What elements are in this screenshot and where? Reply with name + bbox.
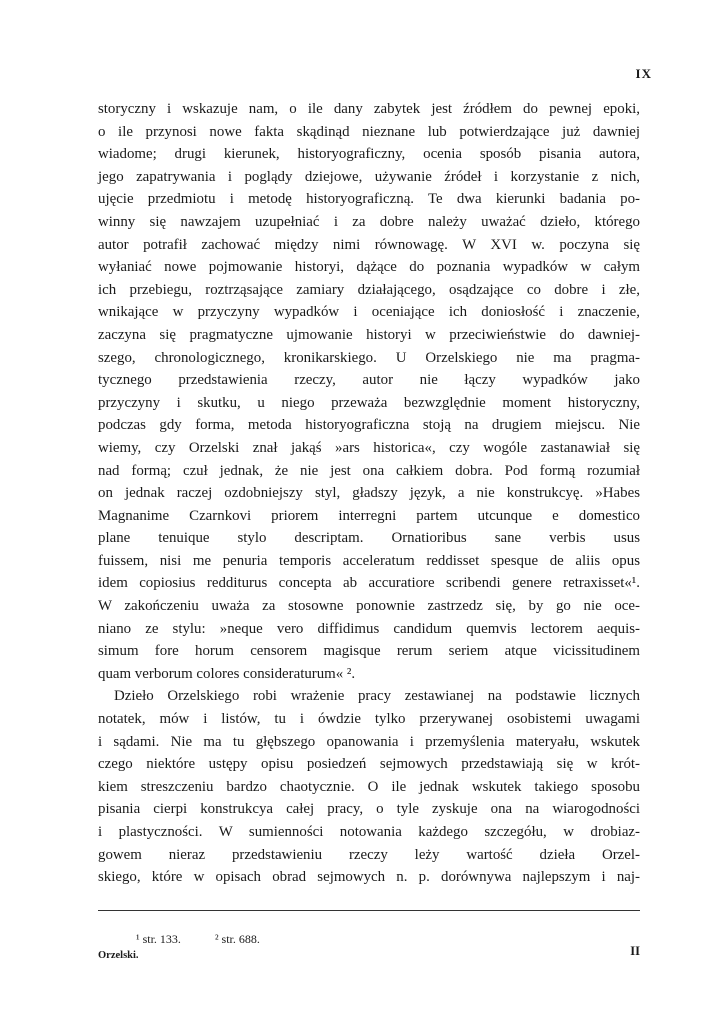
text-line: skiego, które w opisach obrad sejmowych n. p. dorównywa najlepszym i naj- [98, 869, 640, 886]
text-line: Magnanime Czarnkovi priorem interregni partem utcunque e domestico [98, 507, 640, 524]
text-line: zaczyna się pragmatyczne ujmowanie historyi w przeciwieństwie do dawniej- [98, 326, 640, 343]
text-line: idem copiosius redditurus concepta ab accuratiore scribendi genere retraxisset«¹. [98, 575, 640, 592]
text-line: storyczny i wskazuje nam, o ile dany zabytek jest źródłem do pewnej epoki, [98, 101, 640, 117]
text-line: szego, chronologicznego, kronikarskiego. U Orzelskiego nie ma pragma- [98, 349, 640, 366]
text-line: simum fore horum censorem magisque rerum seriem atque vicissitudinem [98, 643, 640, 660]
body-text [98, 98, 640, 889]
text-line: notatek, mów i listów, tu i ówdzie tylko przerywanej osobistemi uwagami [98, 711, 640, 728]
text-line: Dzieło Orzelskiego robi wrażenie pracy zestawianej na podstawie licznych [114, 688, 640, 705]
text-line: i plastyczności. W sumienności notowania każdego szczegółu, w drobiaz- [98, 824, 640, 840]
text-line: ujęcie przedmiotu i metodę historyograficzną. Te dwa kierunki badania po- [98, 191, 640, 208]
text-line: wiemy, czy Orzelski znał jakąś »ars historica«, czy wogóle zastanawiał się [98, 439, 640, 456]
signature-mark-right: II [630, 944, 640, 958]
text-line: fuissem, nisi me penuria temporis acceleratum reddisset spesque de aliis opus [98, 552, 640, 569]
text-line: wyłaniać nowe pojmowanie historyi, dążące do poznania wypadków w całym [98, 259, 640, 276]
text-line: autor potrafił zachować między nimi równowagę. W XVI w. poczyna się [98, 236, 640, 253]
text-line: wiadome; drugi kierunek, historyograficzny, ocenia sposób pisania autora, [98, 146, 640, 163]
footnote-2: ² str. 688. [214, 932, 260, 946]
text-line: niano ze stylu: »neque vero diffidimus candidum quemvis lectorem aequis- [98, 620, 640, 637]
text-line: o ile przynosi nowe fakta skądinąd nieznane lub potwierdzające już dawniej [98, 123, 640, 140]
text-line: i sądami. Nie ma tu głębszego opanowania i przemyślenia materyału, wskutek [98, 733, 640, 750]
text-line: pisania cierpi konstrukcya całej pracy, o tyle zyskuje ona na wiarogodności [98, 801, 640, 818]
footnote-rule [98, 910, 640, 911]
footnotes [136, 932, 260, 947]
signature-mark-left: Orzelski. [98, 950, 139, 961]
text-line: czego niektóre ustępy opisu posiedzeń sejmowych przedstawiają się w krót- [98, 756, 640, 773]
text-line: W zakończeniu uważa za stosowne ponownie zastrzedz się, by go nie oce- [98, 598, 640, 615]
text-line: podczas gdy forma, metoda historyograficzna stoją na drugiem miejscu. Nie [98, 417, 640, 434]
text-line: on jednak raczej ozdobniejszy styl, gładszy język, a nie konstrukcyę. »Habes [98, 485, 640, 502]
text-line: tycznego przedstawienia rzeczy, autor nie łączy wypadków jako [98, 372, 640, 389]
text-line: kiem streszczeniu bardzo chaotycznie. O ile jednak wskutek takiego sposobu [98, 778, 640, 795]
text-line: plane tenuique stylo descriptam. Ornatioribus sane verbis usus [98, 530, 640, 547]
text-line: winny się nawzajem uzupełniać i za dobre należy uważać dzieło, którego [98, 213, 640, 230]
text-line: nad formą; czuł jednak, że nie jest ona całkiem dobra. Pod formą rozumiał [98, 462, 640, 479]
text-line: quam verborum colores consideraturum« ². [98, 665, 356, 682]
text-line: wnikające w przyczyny wypadków i oceniające ich doniosłość i znaczenie, [98, 304, 640, 321]
text-line: jego zapatrywania i poglądy dziejowe, używanie źródeł i korzystanie z nich, [98, 168, 640, 185]
text-line: przyczyny i skutku, u niego przeważa bezwzględnie moment historyczny, [98, 394, 640, 411]
footnote-1: ¹ str. 133. [136, 932, 181, 946]
text-line: ich przebiegu, roztrząsające zamiary działającego, osądzające co dobre i złe, [98, 281, 640, 298]
text-line: gowem nieraz przedstawieniu rzeczy leży wartość dzieła Orzel- [98, 846, 640, 863]
page-number: IX [635, 66, 652, 81]
